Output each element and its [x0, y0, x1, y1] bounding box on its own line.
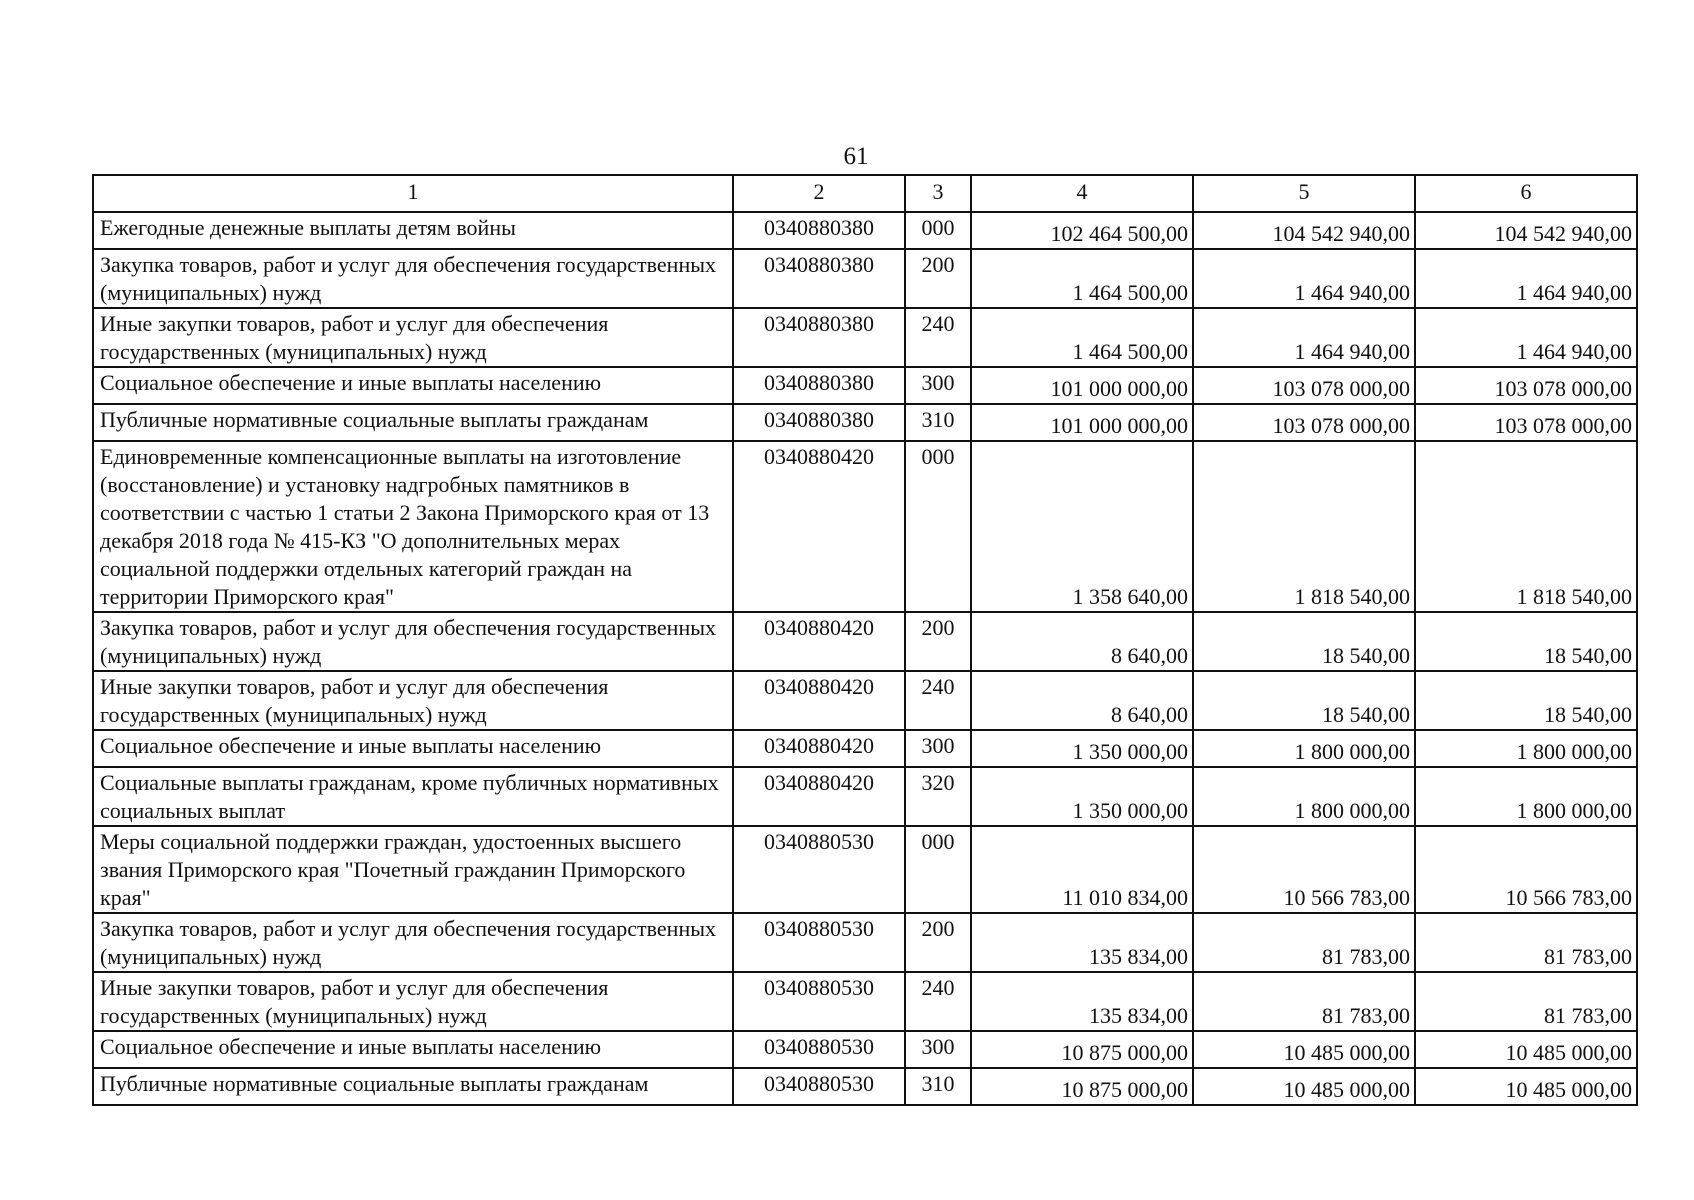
table-row — [93, 671, 1637, 730]
row-value-col5: 10 485 000,00 — [1193, 1031, 1415, 1068]
row-value-col6: 18 540,00 — [1415, 671, 1637, 730]
row-value-col5: 1 464 940,00 — [1193, 249, 1415, 308]
row-value-col5: 103 078 000,00 — [1193, 404, 1415, 441]
row-code: 0340880380 — [733, 249, 905, 308]
row-expense-type: 320 — [905, 767, 971, 826]
row-value-col5: 103 078 000,00 — [1193, 367, 1415, 404]
column-header: 2 — [733, 175, 905, 212]
row-value-col4: 1 350 000,00 — [971, 767, 1193, 826]
row-expense-type: 000 — [905, 212, 971, 249]
row-code: 0340880530 — [733, 972, 905, 1031]
row-value-col6: 81 783,00 — [1415, 913, 1637, 972]
row-value-col6: 10 485 000,00 — [1415, 1031, 1637, 1068]
row-value-col6: 1 464 940,00 — [1415, 249, 1637, 308]
row-code: 0340880420 — [733, 612, 905, 671]
row-name: Закупка товаров, работ и услуг для обеспечения государственных (муниципальных) нужд — [93, 913, 733, 972]
row-expense-type: 310 — [905, 404, 971, 441]
table-row — [93, 441, 1637, 612]
row-expense-type: 200 — [905, 913, 971, 972]
table-row — [93, 1031, 1637, 1068]
table-row — [93, 972, 1637, 1031]
row-name: Иные закупки товаров, работ и услуг для обеспечения государственных (муниципальных) нужд — [93, 972, 733, 1031]
row-value-col4: 1 464 500,00 — [971, 249, 1193, 308]
row-value-col6: 1 800 000,00 — [1415, 767, 1637, 826]
table-row — [93, 212, 1637, 249]
row-value-col4: 8 640,00 — [971, 612, 1193, 671]
row-value-col6: 1 464 940,00 — [1415, 308, 1637, 367]
row-code: 0340880420 — [733, 671, 905, 730]
row-value-col5: 104 542 940,00 — [1193, 212, 1415, 249]
row-value-col6: 103 078 000,00 — [1415, 404, 1637, 441]
row-code: 0340880420 — [733, 441, 905, 612]
row-name: Публичные нормативные социальные выплаты гражданам — [93, 404, 733, 441]
row-value-col6: 1 800 000,00 — [1415, 730, 1637, 767]
row-value-col4: 1 358 640,00 — [971, 441, 1193, 612]
row-expense-type: 300 — [905, 367, 971, 404]
row-name: Иные закупки товаров, работ и услуг для обеспечения государственных (муниципальных) нужд — [93, 671, 733, 730]
row-name: Закупка товаров, работ и услуг для обеспечения государственных (муниципальных) нужд — [93, 612, 733, 671]
row-name: Социальное обеспечение и иные выплаты населению — [93, 367, 733, 404]
row-value-col5: 1 818 540,00 — [1193, 441, 1415, 612]
table-row — [93, 730, 1637, 767]
column-header: 5 — [1193, 175, 1415, 212]
row-value-col4: 1 464 500,00 — [971, 308, 1193, 367]
table-row — [93, 913, 1637, 972]
table-row — [93, 612, 1637, 671]
row-value-col5: 10 566 783,00 — [1193, 826, 1415, 913]
row-code: 0340880420 — [733, 767, 905, 826]
row-value-col4: 135 834,00 — [971, 972, 1193, 1031]
row-expense-type: 240 — [905, 308, 971, 367]
page-number: 61 — [843, 143, 869, 170]
column-header: 3 — [905, 175, 971, 212]
row-code: 0340880530 — [733, 826, 905, 913]
table-header-row — [93, 175, 1637, 212]
row-value-col4: 10 875 000,00 — [971, 1031, 1193, 1068]
row-name: Ежегодные денежные выплаты детям войны — [93, 212, 733, 249]
table-row — [93, 308, 1637, 367]
row-value-col5: 18 540,00 — [1193, 671, 1415, 730]
table-row — [93, 826, 1637, 913]
row-value-col6: 103 078 000,00 — [1415, 367, 1637, 404]
row-name: Социальные выплаты гражданам, кроме публичных нормативных социальных выплат — [93, 767, 733, 826]
table-row — [93, 767, 1637, 826]
row-value-col4: 10 875 000,00 — [971, 1068, 1193, 1105]
row-expense-type: 200 — [905, 249, 971, 308]
row-value-col5: 18 540,00 — [1193, 612, 1415, 671]
row-expense-type: 240 — [905, 671, 971, 730]
row-expense-type: 240 — [905, 972, 971, 1031]
row-expense-type: 310 — [905, 1068, 971, 1105]
row-name: Публичные нормативные социальные выплаты гражданам — [93, 1068, 733, 1105]
column-header: 1 — [93, 175, 733, 212]
row-name: Меры социальной поддержки граждан, удостоенных высшего звания Приморского края "Почетный гражданин Приморского края" — [93, 826, 733, 913]
row-value-col5: 1 800 000,00 — [1193, 767, 1415, 826]
row-value-col4: 1 350 000,00 — [971, 730, 1193, 767]
row-value-col4: 11 010 834,00 — [971, 826, 1193, 913]
table-row — [93, 367, 1637, 404]
row-value-col6: 18 540,00 — [1415, 612, 1637, 671]
table-row — [93, 249, 1637, 308]
row-value-col6: 104 542 940,00 — [1415, 212, 1637, 249]
row-name: Закупка товаров, работ и услуг для обеспечения государственных (муниципальных) нужд — [93, 249, 733, 308]
row-value-col6: 10 485 000,00 — [1415, 1068, 1637, 1105]
row-expense-type: 200 — [905, 612, 971, 671]
table-row — [93, 1068, 1637, 1105]
row-value-col5: 1 464 940,00 — [1193, 308, 1415, 367]
row-expense-type: 000 — [905, 441, 971, 612]
row-code: 0340880530 — [733, 1068, 905, 1105]
row-value-col5: 81 783,00 — [1193, 972, 1415, 1031]
row-code: 0340880530 — [733, 1031, 905, 1068]
table-row — [93, 404, 1637, 441]
row-value-col4: 101 000 000,00 — [971, 367, 1193, 404]
row-code: 0340880380 — [733, 212, 905, 249]
row-value-col4: 102 464 500,00 — [971, 212, 1193, 249]
row-name: Единовременные компенсационные выплаты на изготовление (восстановление) и установку надгробных памятников в соответствии с частью 1 статьи 2 Закона Приморского края от 13 декабря 2018 года № 415-КЗ "О дополнительных мерах социальной поддержки отдельных категорий граждан на территории Приморского края" — [93, 441, 733, 612]
row-value-col6: 1 818 540,00 — [1415, 441, 1637, 612]
row-value-col5: 1 800 000,00 — [1193, 730, 1415, 767]
row-value-col4: 8 640,00 — [971, 671, 1193, 730]
row-expense-type: 300 — [905, 730, 971, 767]
row-value-col4: 101 000 000,00 — [971, 404, 1193, 441]
row-code: 0340880380 — [733, 367, 905, 404]
row-code: 0340880380 — [733, 308, 905, 367]
row-value-col5: 81 783,00 — [1193, 913, 1415, 972]
row-code: 0340880420 — [733, 730, 905, 767]
row-value-col6: 81 783,00 — [1415, 972, 1637, 1031]
row-value-col5: 10 485 000,00 — [1193, 1068, 1415, 1105]
row-expense-type: 000 — [905, 826, 971, 913]
row-value-col4: 135 834,00 — [971, 913, 1193, 972]
row-name: Социальное обеспечение и иные выплаты населению — [93, 730, 733, 767]
row-value-col6: 10 566 783,00 — [1415, 826, 1637, 913]
row-name: Иные закупки товаров, работ и услуг для обеспечения государственных (муниципальных) нужд — [93, 308, 733, 367]
column-header: 4 — [971, 175, 1193, 212]
budget-table — [92, 174, 1638, 1106]
row-code: 0340880530 — [733, 913, 905, 972]
row-name: Социальное обеспечение и иные выплаты населению — [93, 1031, 733, 1068]
row-expense-type: 300 — [905, 1031, 971, 1068]
row-code: 0340880380 — [733, 404, 905, 441]
column-header: 6 — [1415, 175, 1637, 212]
